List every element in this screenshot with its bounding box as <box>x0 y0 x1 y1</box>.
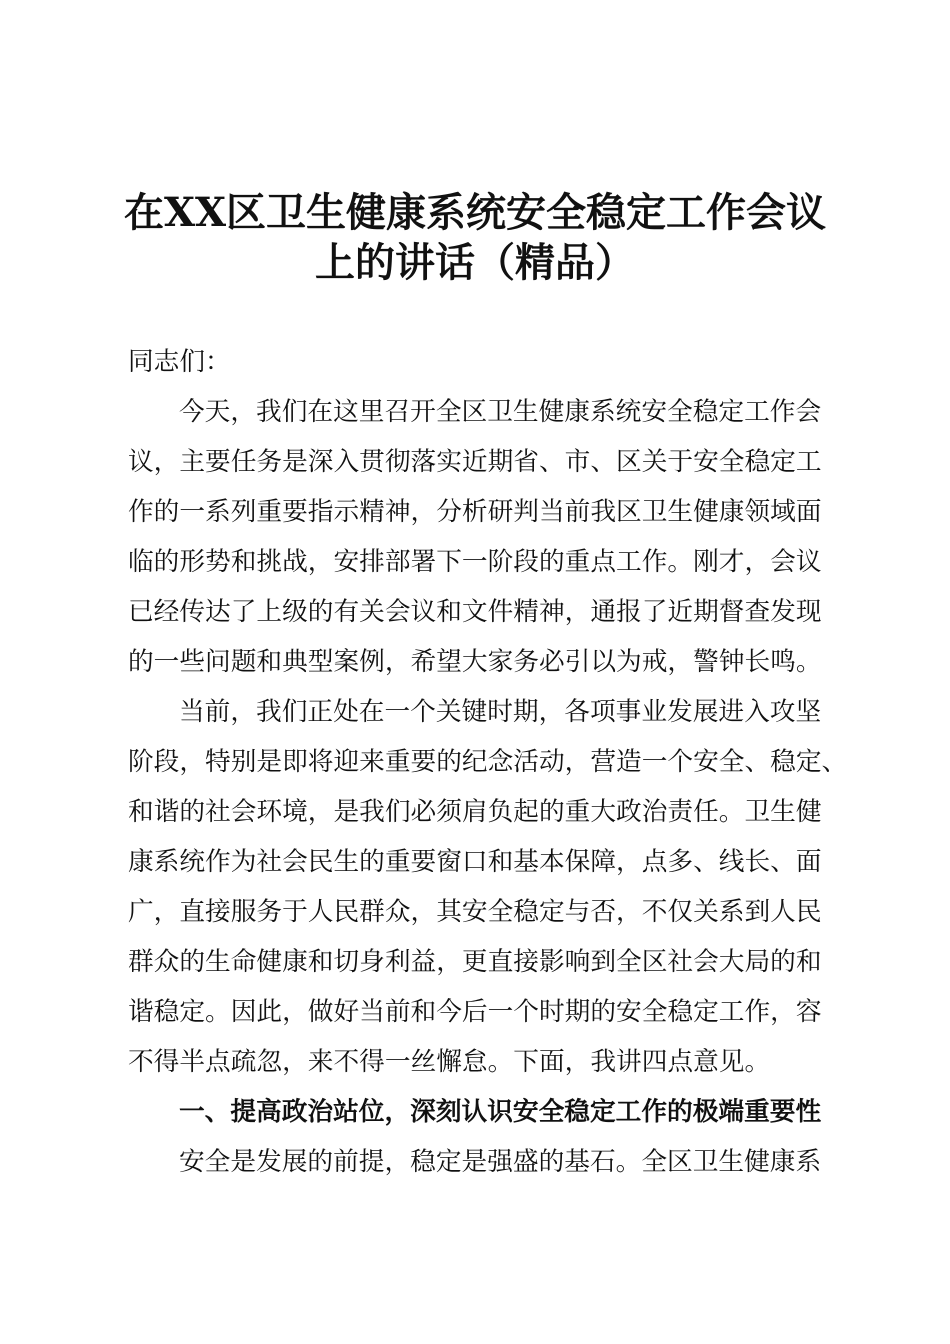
text-line: 一、提高政治站位，深刻认识安全稳定工作的极端重要性 <box>179 1097 822 1127</box>
text-line: 谐稳定。因此，做好当前和今后一个时期的安全稳定工作，容 <box>128 997 822 1027</box>
paragraph <box>128 387 848 687</box>
text-line: 当前，我们正处在一个关键时期，各项事业发展进入攻坚 <box>179 697 822 727</box>
text-line: 群众的生命健康和切身利益，更直接影响到全区社会大局的和 <box>128 947 822 977</box>
salutation: 同志们： <box>128 347 231 377</box>
document-title <box>0 188 950 288</box>
text-line: 已经传达了上级的有关会议和文件精神，通报了近期督查发现 <box>128 597 822 627</box>
text-line: 临的形势和挑战，安排部署下一阶段的重点工作。刚才，会议 <box>128 547 822 577</box>
text-line: 的一些问题和典型案例，希望大家务必引以为戒，警钟长鸣。 <box>128 647 822 677</box>
title-line-1: 在XX区卫生健康系统安全稳定工作会议 <box>123 189 827 236</box>
paragraph <box>128 1137 848 1187</box>
text-line: 作的一系列重要指示精神，分析研判当前我区卫生健康领域面 <box>128 497 822 527</box>
text-line: 康系统作为社会民生的重要窗口和基本保障，点多、线长、面 <box>128 847 822 877</box>
paragraph <box>128 687 848 1087</box>
text-line: 安全是发展的前提，稳定是强盛的基石。全区卫生健康系 <box>179 1147 822 1177</box>
text-line: 和谐的社会环境，是我们必须肩负起的重大政治责任。卫生健 <box>128 797 822 827</box>
section-heading <box>128 1087 848 1137</box>
text-line: 阶段，特别是即将迎来重要的纪念活动，营造一个安全、稳定、 <box>128 747 848 777</box>
text-line: 今天，我们在这里召开全区卫生健康系统安全稳定工作会 <box>179 397 822 427</box>
document-body <box>128 337 848 1187</box>
text-line: 不得半点疏忽，来不得一丝懈怠。下面，我讲四点意见。 <box>128 1047 771 1077</box>
title-line-2: 上的讲话（精品） <box>315 239 635 286</box>
text-line: 广，直接服务于人民群众，其安全稳定与否，不仅关系到人民 <box>128 897 822 927</box>
text-line: 议，主要任务是深入贯彻落实近期省、市、区关于安全稳定工 <box>128 447 822 477</box>
